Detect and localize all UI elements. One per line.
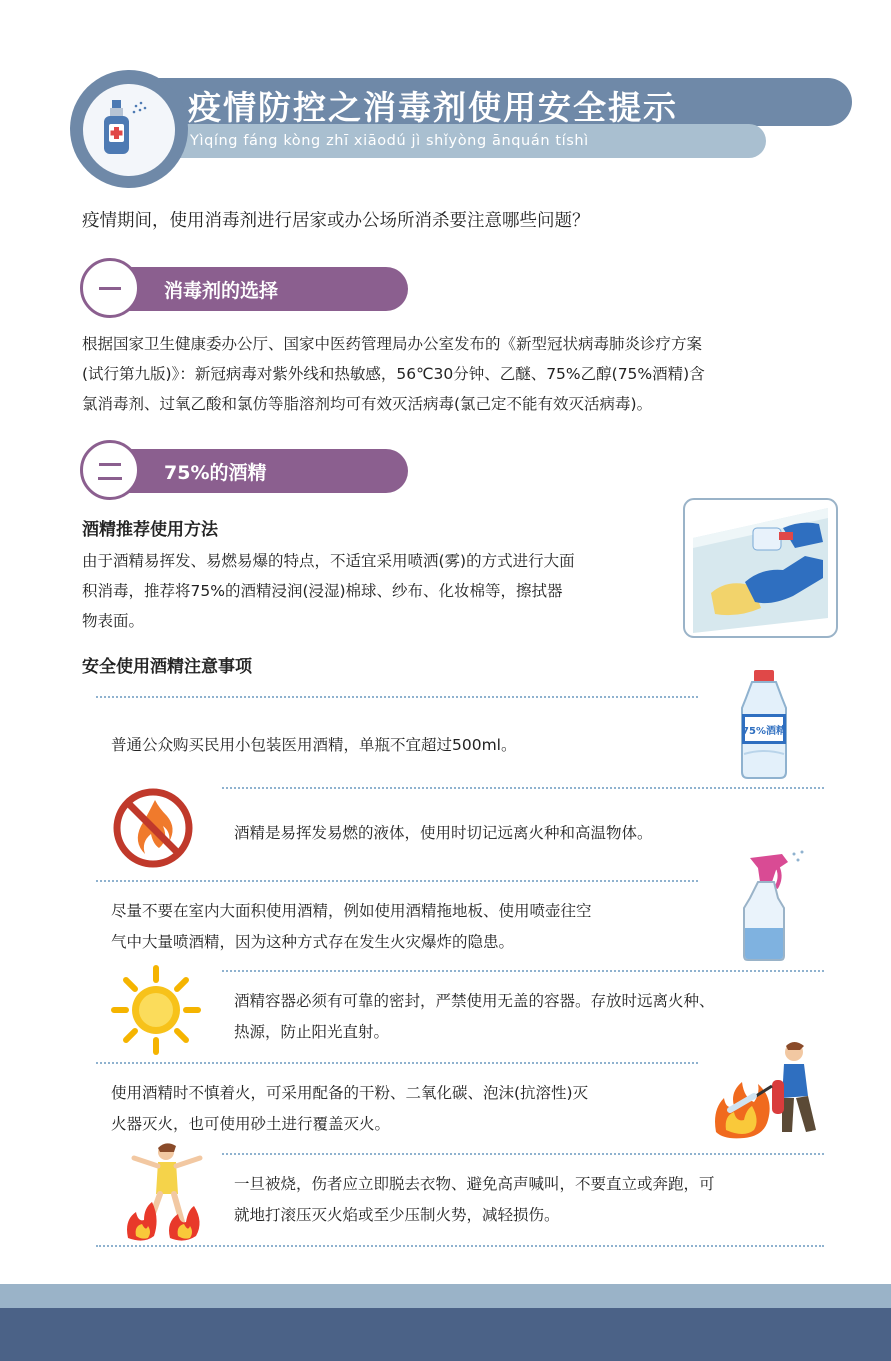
spray-bottle-icon (100, 98, 160, 160)
method-line: 由于酒精易挥发、易燃易爆的特点，不适宜采用喷洒(雾)的方式进行大面 (82, 552, 575, 570)
intro-question: 疫情期间，使用消毒剂进行居家或办公场所消杀要注意哪些问题？ (82, 211, 590, 231)
safety-tip-3 (111, 896, 592, 958)
tip-line: 尽量不要在室内大面积使用酒精，例如使用酒精拖地板、使用喷壶往空 (111, 902, 592, 920)
separator (222, 787, 824, 789)
safety-notes-heading: 安全使用酒精注意事项 (82, 657, 252, 677)
burn-injury-illustration (120, 1140, 212, 1244)
separator (96, 696, 698, 698)
fire-extinguisher-illustration (708, 1036, 826, 1142)
tip-line: 火器灭火，也可使用砂土进行覆盖灭火。 (111, 1115, 391, 1133)
alcohol-method-body (82, 546, 575, 636)
safety-tip-2 (234, 818, 653, 849)
footer-band-dark (0, 1308, 891, 1361)
tip-line: 酒精容器必须有可靠的密封，严禁使用无盖的容器。存放时远离火种、 (234, 992, 715, 1010)
section-2-title: 75%的酒精 (164, 462, 267, 484)
section-2-number-badge (80, 440, 140, 500)
footer-band-light (0, 1284, 891, 1308)
section-1-line: 根据国家卫生健康委办公厅、国家中医药管理局办公室发布的《新型冠状病毒肺炎诊疗方案 (82, 335, 703, 353)
no-fire-icon (111, 786, 195, 870)
method-line: 积消毒，推荐将75%的酒精浸润(浸湿)棉球、纱布、化妆棉等，擦拭器 (82, 582, 563, 600)
safety-tip-4 (234, 986, 715, 1048)
alcohol-method-heading: 酒精推荐使用方法 (82, 520, 218, 540)
section-1-line: (试行第九版)》：新冠病毒对紫外线和热敏感，56℃30分钟、乙醚、75%乙醇(75%酒精)含 (82, 365, 705, 383)
tip-line: 酒精是易挥发易燃的液体，使用时切记远离火种和高温物体。 (234, 824, 653, 842)
safety-tip-1 (111, 730, 517, 761)
tip-line: 普通公众购买民用小包装医用酒精，单瓶不宜超过500ml。 (111, 736, 517, 754)
section-1-body (82, 329, 705, 419)
separator (96, 1245, 824, 1247)
separator (96, 1062, 698, 1064)
safety-tip-6 (234, 1169, 715, 1231)
tip-line: 一旦被烧，伤者应立即脱去衣物、避免高声喊叫，不要直立或奔跑，可 (234, 1175, 715, 1193)
safety-tip-5 (111, 1078, 588, 1140)
tip-line: 使用酒精时不慎着火，可采用配备的干粉、二氧化碳、泡沫(抗溶性)灭 (111, 1084, 589, 1102)
page-title-pinyin: Yìqíng fáng kòng zhī xiāodú jì shǐyòng ānquán tíshì (190, 133, 589, 149)
section-2-number-mark (99, 463, 121, 466)
separator (222, 1153, 824, 1155)
section-1-line: 氯消毒剂、过氧乙酸和氯仿等脂溶剂均可有效灭活病毒(氯己定不能有效灭活病毒)。 (82, 395, 653, 413)
section-2-number-mark (98, 477, 122, 480)
page-title: 疫情防控之消毒剂使用安全提示 (188, 88, 678, 127)
bottle-label: 75%酒精 (742, 726, 786, 737)
tip-line: 就地打滚压灭火焰或至少压制火势，减轻损伤。 (234, 1206, 560, 1224)
section-1-number-mark (99, 287, 121, 290)
tip-line: 气中大量喷酒精，因为这种方式存在发生火灾爆炸的隐患。 (111, 933, 515, 951)
separator (222, 970, 824, 972)
spray-bottle-icon (736, 848, 808, 964)
section-1-title: 消毒剂的选择 (164, 280, 279, 302)
tip-line: 热源，防止阳光直射。 (234, 1023, 390, 1041)
wiping-surface-illustration (683, 498, 838, 638)
sun-icon (110, 964, 202, 1056)
separator (96, 880, 698, 882)
alcohol-bottle-icon (730, 668, 798, 780)
method-line: 物表面。 (82, 612, 145, 630)
